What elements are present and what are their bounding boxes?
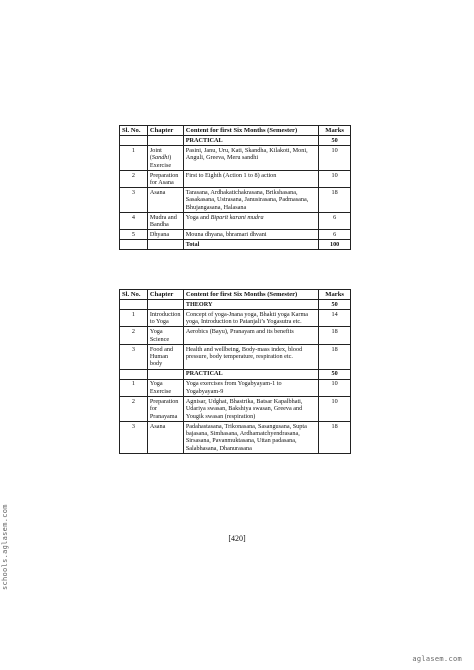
total-label: Total bbox=[183, 240, 318, 250]
cell-marks: 10 bbox=[319, 146, 351, 171]
table-row bbox=[120, 379, 351, 396]
table-row bbox=[120, 310, 351, 327]
cell-content: Pasini, Janu, Uru, Kati, Skandha, Kilakoti, Moni, Anguli, Greeva, Meru sandhi bbox=[183, 146, 318, 171]
cell-content: Concept of yoga-Jnana yoga, Bhakti yoga Karma yoga, Introduction to Patanjali’s Yogasutra etc. bbox=[183, 310, 318, 327]
cell-marks: 18 bbox=[319, 421, 351, 453]
cell-sl: 1 bbox=[120, 379, 148, 396]
cell-sl: 2 bbox=[120, 397, 148, 422]
cell-sl: 4 bbox=[120, 213, 148, 230]
section-label: PRACTICAL bbox=[183, 369, 318, 379]
section-label: THEORY bbox=[183, 300, 318, 310]
header-marks: Marks bbox=[319, 290, 351, 300]
cell-sl: 2 bbox=[120, 327, 148, 344]
cell-marks: 10 bbox=[319, 397, 351, 422]
cell-sl: 1 bbox=[120, 310, 148, 327]
section-marks: 50 bbox=[319, 369, 351, 379]
cell-content: First to Eighth (Action 1 to 8) action bbox=[183, 170, 318, 187]
cell-sl: 3 bbox=[120, 188, 148, 213]
cell-marks: 10 bbox=[319, 379, 351, 396]
section-marks: 50 bbox=[319, 300, 351, 310]
total-row bbox=[120, 240, 351, 250]
section-marks: 50 bbox=[319, 136, 351, 146]
page-number: [420] bbox=[228, 534, 246, 543]
cell-content: Tarasana, Ardhakatichakrasana, Brikshasana, Sasakasana, Ustrasana, Janusirasana, Padmasana, Bhujangasana, Halasana bbox=[183, 188, 318, 213]
cell-marks: 18 bbox=[319, 344, 351, 369]
header-marks: Marks bbox=[319, 126, 351, 136]
cell-chapter: Yoga Science bbox=[147, 327, 183, 344]
cell-chapter: Asana bbox=[147, 188, 183, 213]
header-chapter: Chapter bbox=[147, 126, 183, 136]
header-content: Content for first Six Months (Semester) bbox=[183, 126, 318, 136]
cell-sl: 3 bbox=[120, 344, 148, 369]
header-chapter: Chapter bbox=[147, 290, 183, 300]
cell-sl: 5 bbox=[120, 230, 148, 240]
table-header-row bbox=[120, 290, 351, 300]
watermark-corner: aglasem.com bbox=[412, 655, 462, 663]
cell-marks: 6 bbox=[319, 213, 351, 230]
cell-content: Mouna dhyana, bhramari dhvani bbox=[183, 230, 318, 240]
cell-sl: 2 bbox=[120, 170, 148, 187]
cell-content: Padahastasana, Trikonasana, Sasangusana, Supta bajasana, Simhasana, Ardhamatchyendrasana, Sirsasana, Pavanmuktasana, Uttan padasana, Salabhasana, Dhanurasana bbox=[183, 421, 318, 453]
syllabus-table-1 bbox=[119, 125, 351, 250]
table-row bbox=[120, 170, 351, 187]
cell-chapter: Asana bbox=[147, 421, 183, 453]
table-header-row bbox=[120, 126, 351, 136]
cell-marks: 18 bbox=[319, 327, 351, 344]
total-marks: 100 bbox=[319, 240, 351, 250]
header-sl-no: Sl. No. bbox=[120, 290, 148, 300]
header-content: Content for first Six Months (Semester) bbox=[183, 290, 318, 300]
table-row bbox=[120, 213, 351, 230]
cell-chapter: Mudra and Bandha bbox=[147, 213, 183, 230]
table-row bbox=[120, 421, 351, 453]
table-row bbox=[120, 397, 351, 422]
cell-chapter: Joint (Sandhi) Exercise bbox=[147, 146, 183, 171]
syllabus-table-2 bbox=[119, 289, 351, 454]
cell-marks: 14 bbox=[319, 310, 351, 327]
header-sl-no: Sl. No. bbox=[120, 126, 148, 136]
cell-chapter: Preparation for Asana bbox=[147, 170, 183, 187]
table-row bbox=[120, 188, 351, 213]
cell-content: Yoga exercises from Yogabyayam-1 to Yogabyayam-9 bbox=[183, 379, 318, 396]
section-label: PRACTICAL bbox=[183, 136, 318, 146]
cell-chapter: Food and Human body bbox=[147, 344, 183, 369]
table-row bbox=[120, 146, 351, 171]
cell-chapter: Preparation for Pranayama bbox=[147, 397, 183, 422]
cell-content: Aerobics (Bayu), Pranayam and its benefits bbox=[183, 327, 318, 344]
cell-sl: 1 bbox=[120, 146, 148, 171]
cell-chapter: Yoga Exercise bbox=[147, 379, 183, 396]
cell-content: Health and wellbeing, Body-mass index, blood pressure, body temperature, respiration etc. bbox=[183, 344, 318, 369]
watermark-side: schools.aglasem.com bbox=[1, 504, 9, 590]
cell-marks: 10 bbox=[319, 170, 351, 187]
cell-marks: 6 bbox=[319, 230, 351, 240]
cell-content: Yoga and Biparit karani mudra bbox=[183, 213, 318, 230]
cell-sl: 3 bbox=[120, 421, 148, 453]
table-row bbox=[120, 344, 351, 369]
section-row-practical bbox=[120, 136, 351, 146]
cell-chapter: Dhyana bbox=[147, 230, 183, 240]
cell-marks: 18 bbox=[319, 188, 351, 213]
table-row bbox=[120, 230, 351, 240]
section-row-theory bbox=[120, 300, 351, 310]
section-row-practical bbox=[120, 369, 351, 379]
cell-content: Agnisar, Udghat, Bhastrika, Batsar Kapalbhati, Udariya swasan, Bakshiya swasan, Greeva and Yougik swasan (respiration) bbox=[183, 397, 318, 422]
cell-chapter: Introduction to Yoga bbox=[147, 310, 183, 327]
table-row bbox=[120, 327, 351, 344]
